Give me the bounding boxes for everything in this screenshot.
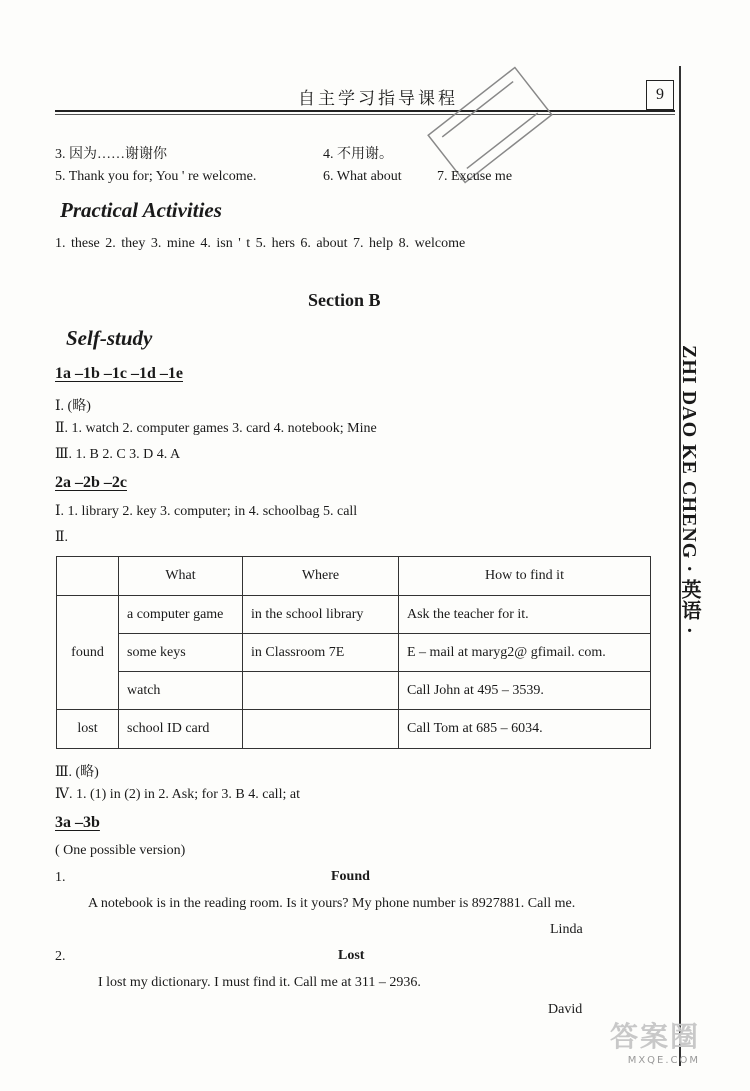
answer-line: Ⅰ. 1. library 2. key 3. computer; in 4. schoolbag 5. call — [55, 504, 358, 519]
table-cell: Call John at 495 – 3539. — [399, 672, 651, 710]
note-text: ( One possible version) — [55, 843, 186, 858]
watermark-brand: 答案圈 — [610, 1020, 701, 1053]
section-b-heading: Section B — [308, 290, 381, 310]
practical-answers: 1. these 2. they 3. mine 4. isn ' t 5. hers 6. about 7. help 8. welcome — [55, 236, 466, 251]
side-banner-text: ZHI DAO KE CHENG · 英语 · — [678, 345, 700, 635]
answer-line: 3. 因为……谢谢你 — [55, 147, 167, 162]
answer-line: 4. 不用谢。 — [323, 147, 393, 162]
page-number: 9 — [646, 80, 674, 110]
table-cell: Ask the teacher for it. — [399, 596, 651, 634]
lost-found-table — [56, 556, 651, 749]
exercise-heading: 1a –1b –1c –1d –1e — [55, 365, 183, 382]
notice-title: Lost — [338, 948, 365, 963]
answer-line: Ⅱ. — [55, 530, 69, 545]
notice-body: A notebook is in the reading room. Is it yours? My phone number is 8927881. Call me. — [88, 896, 576, 911]
practical-activities-heading: Practical Activities — [60, 198, 222, 222]
table-row — [57, 634, 651, 672]
answer-line: Ⅲ. 1. B 2. C 3. D 4. A — [55, 447, 181, 462]
page-header-title: 自主学习指导课程 — [298, 89, 458, 109]
self-study-heading: Self-study — [66, 326, 153, 350]
notice-title: Found — [331, 869, 370, 884]
table-cell: E – mail at maryg2@ gfimail. com. — [399, 634, 651, 672]
table-row — [57, 596, 651, 634]
table-cell — [243, 710, 399, 749]
answer-line: 7. Excuse me — [437, 169, 513, 184]
table-cell: in the school library — [243, 596, 399, 634]
table-cell: some keys — [119, 634, 243, 672]
notice-signature: David — [548, 1002, 583, 1017]
watermark-logo — [610, 1015, 700, 1066]
table-header-cell: How to find it — [399, 557, 651, 596]
item-number: 1. — [55, 870, 66, 885]
answer-line: Ⅲ. (略) — [55, 765, 99, 780]
table-cell: a computer game — [119, 596, 243, 634]
table-row — [57, 672, 651, 710]
table-cell: school ID card — [119, 710, 243, 749]
table-row — [57, 710, 651, 749]
row-label-found: found — [57, 596, 119, 710]
table-cell: Call Tom at 685 – 6034. — [399, 710, 651, 749]
exercise-heading: 3a –3b — [55, 814, 100, 831]
table-cell: watch — [119, 672, 243, 710]
notice-body: I lost my dictionary. I must find it. Call me at 311 – 2936. — [98, 975, 421, 990]
answer-line: Ⅳ. 1. (1) in (2) in 2. Ask; for 3. B 4. call; at — [55, 787, 300, 802]
header-rule-thin — [55, 114, 675, 115]
table-header-row — [57, 557, 651, 596]
table-cell — [243, 672, 399, 710]
item-number: 2. — [55, 949, 66, 964]
answer-line: 6. What about — [323, 169, 402, 184]
table-header-cell — [57, 557, 119, 596]
answer-line: Ⅰ. (略) — [55, 399, 91, 414]
exercise-heading: 2a –2b –2c — [55, 474, 127, 491]
answer-line: 5. Thank you for; You ' re welcome. — [55, 169, 257, 184]
table-header-cell: Where — [243, 557, 399, 596]
table-header-cell: What — [119, 557, 243, 596]
header-rule — [55, 110, 675, 112]
notice-signature: Linda — [550, 922, 583, 937]
row-label-lost: lost — [57, 710, 119, 749]
watermark-url: MXQE.COM — [627, 1055, 701, 1066]
answer-line: Ⅱ. 1. watch 2. computer games 3. card 4. notebook; Mine — [55, 421, 377, 436]
table-cell: in Classroom 7E — [243, 634, 399, 672]
